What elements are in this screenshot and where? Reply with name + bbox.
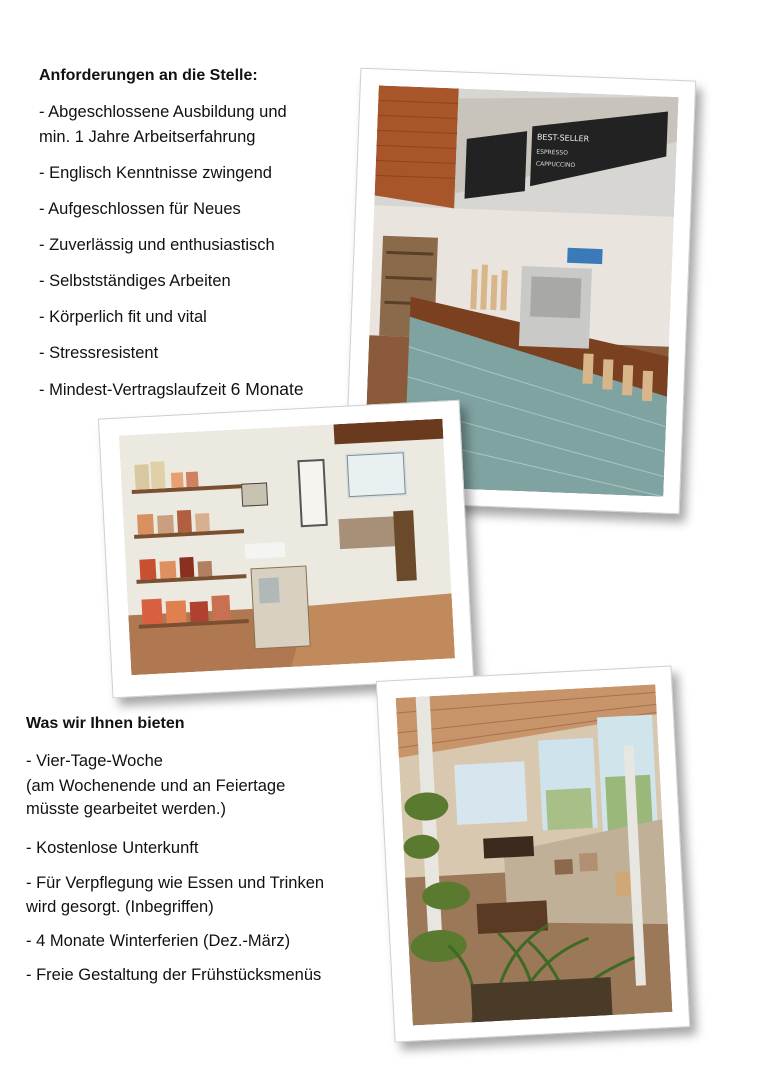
photo-cafe-seating [376,666,691,1043]
menu-board-text: ESPRESSO [536,148,568,157]
photo-image [119,419,455,676]
requirement-item: - Aufgeschlossen für Neues [39,200,241,218]
requirement-item: - Englisch Kenntnisse zwingend [39,164,272,182]
menu-board-text: BEST-SELLER [536,132,590,144]
requirement-item: - Zuverlässig und enthusiastisch [39,236,275,254]
requirement-item: - Abgeschlossene Ausbildung und [39,103,287,121]
requirement-item: min. 1 Jahre Arbeitserfahrung [39,128,256,146]
requirement-item: - Selbstständiges Arbeiten [39,272,231,290]
requirement-item: - Körperlich fit und vital [39,308,207,326]
offer-item: wird gesorgt. (Inbegriffen) [26,898,214,916]
offer-item: müsste gearbeitet werden.) [26,800,226,818]
offer-item: (am Wochenende und an Feiertage [26,777,286,795]
requirement-duration: 6 Monate [230,379,304,399]
offer-item: - Freie Gestaltung der Frühstücksmenüs [26,966,322,984]
offer-title: Was wir Ihnen bieten [26,715,185,732]
requirement-item: - Stressresistent [39,344,159,362]
offer-item: - Kostenlose Unterkunft [26,839,199,857]
requirement-text: - Mindest-Vertragslaufzeit [39,381,231,399]
photo-image [396,684,673,1025]
menu-board-text: CAPPUCCINO [535,160,576,170]
requirements-title: Anforderungen an die Stelle: [39,67,258,84]
offer-item: - Für Verpflegung wie Essen und Trinken [26,874,325,892]
offer-item: - 4 Monate Winterferien (Dez.-März) [26,932,291,950]
requirement-item [39,377,304,403]
photo-shop-shelves [98,400,474,699]
offer-item: - Vier-Tage-Woche [26,752,163,770]
